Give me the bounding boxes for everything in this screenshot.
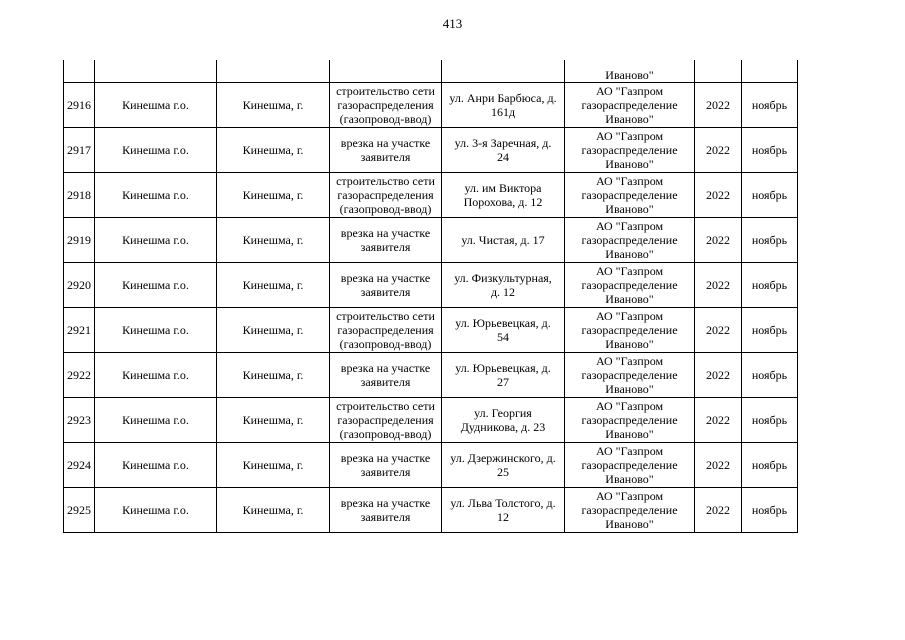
cell-year [695, 488, 742, 533]
contractor-line: АО "Газпром [595, 264, 664, 278]
work-type-line: строительство сети [336, 399, 435, 413]
table-row [64, 398, 798, 443]
address-line: ул. Дзержинского, д. [450, 451, 556, 465]
work-type-line: газораспределения [337, 188, 434, 202]
district-name: Кинешма г.о. [122, 413, 189, 427]
work-type-line: заявителя [360, 510, 411, 524]
row-number: 2921 [67, 323, 91, 337]
table-row [64, 263, 798, 308]
month-value: ноябрь [751, 458, 788, 472]
row-number: 2920 [67, 278, 91, 292]
cell-work [330, 353, 442, 398]
cell-month [742, 443, 798, 488]
year-value: 2022 [706, 323, 730, 337]
locality-name: Кинешма, г. [242, 368, 304, 382]
month-value: ноябрь [751, 98, 788, 112]
month-value: ноябрь [751, 143, 788, 157]
cell-work [330, 263, 442, 308]
contractor-line: Иваново" [605, 292, 654, 306]
work-type-line: газораспределения [337, 98, 434, 112]
cell-num [64, 173, 95, 218]
work-type-line: (газопровод-ввод) [339, 112, 432, 126]
cell-num [64, 83, 95, 128]
contractor-line: газораспределение [581, 188, 678, 202]
contractor-line: АО "Газпром [595, 219, 664, 233]
district-name: Кинешма г.о. [122, 188, 189, 202]
cell-month [742, 398, 798, 443]
cell-district [95, 128, 217, 173]
address-line: ул. Чистая, д. 17 [461, 233, 545, 247]
district-name: Кинешма г.о. [122, 278, 189, 292]
contractor-line: Иваново" [605, 202, 654, 216]
year-value: 2022 [706, 503, 730, 517]
address-line: ул. Георгия [474, 406, 532, 420]
contractor-line: газораспределение [581, 278, 678, 292]
cell-month [742, 60, 798, 83]
cell-year [695, 60, 742, 83]
cell-locality [217, 173, 330, 218]
cell-address [442, 218, 565, 263]
cell-num [64, 398, 95, 443]
cell-address [442, 83, 565, 128]
contractor-tail: Иваново" [605, 68, 654, 82]
table-body [64, 60, 798, 533]
address-line: 25 [497, 465, 509, 479]
year-value: 2022 [706, 368, 730, 382]
cell-contractor [565, 353, 695, 398]
district-name: Кинешма г.о. [122, 368, 189, 382]
month-value: ноябрь [751, 503, 788, 517]
contractor-line: АО "Газпром [595, 489, 664, 503]
cell-num [64, 128, 95, 173]
locality-name: Кинешма, г. [242, 188, 304, 202]
cell-district [95, 60, 217, 83]
contractor-line: газораспределение [581, 503, 678, 517]
cell-contractor [565, 128, 695, 173]
cell-num [64, 488, 95, 533]
cell-district [95, 443, 217, 488]
cell-locality [217, 353, 330, 398]
cell-locality [217, 308, 330, 353]
cell-contractor [565, 443, 695, 488]
cell-year [695, 263, 742, 308]
cell-month [742, 353, 798, 398]
page-number: 413 [442, 16, 463, 31]
address-line: 161д [490, 105, 516, 119]
cell-num [64, 218, 95, 263]
cell-month [742, 218, 798, 263]
year-value: 2022 [706, 98, 730, 112]
contractor-line: АО "Газпром [595, 174, 664, 188]
address-line: Порохова, д. 12 [463, 195, 543, 209]
cell-address [442, 443, 565, 488]
cell-year [695, 443, 742, 488]
cell-district [95, 173, 217, 218]
cell-num [64, 308, 95, 353]
work-type-line: газораспределения [337, 323, 434, 337]
cell-address [442, 308, 565, 353]
address-line: д. 12 [490, 285, 516, 299]
locality-name: Кинешма, г. [242, 413, 304, 427]
contractor-line: газораспределение [581, 233, 678, 247]
table-row [64, 128, 798, 173]
table-row [64, 353, 798, 398]
address-line: ул. Анри Барбюса, д. [449, 91, 557, 105]
cell-year [695, 398, 742, 443]
year-value: 2022 [706, 233, 730, 247]
row-number: 2917 [67, 143, 91, 157]
month-value: ноябрь [751, 413, 788, 427]
contractor-line: АО "Газпром [595, 129, 664, 143]
cell-address [442, 488, 565, 533]
work-type-line: врезка на участке [340, 361, 431, 375]
cell-year [695, 128, 742, 173]
cell-locality [217, 60, 330, 83]
cell-contractor [565, 488, 695, 533]
cell-month [742, 488, 798, 533]
contractor-line: АО "Газпром [595, 399, 664, 413]
locality-name: Кинешма, г. [242, 143, 304, 157]
locality-name: Кинешма, г. [242, 233, 304, 247]
continuation-row [64, 60, 798, 83]
locality-name: Кинешма, г. [242, 323, 304, 337]
cell-contractor [565, 173, 695, 218]
cell-address [442, 173, 565, 218]
cell-num [64, 443, 95, 488]
work-type-line: врезка на участке [340, 136, 431, 150]
contractor-line: Иваново" [605, 157, 654, 171]
row-number: 2924 [67, 458, 91, 472]
contractor-line: газораспределение [581, 143, 678, 157]
cell-num [64, 60, 95, 83]
table-row [64, 83, 798, 128]
year-value: 2022 [706, 188, 730, 202]
cell-work [330, 218, 442, 263]
row-number: 2919 [67, 233, 91, 247]
cell-year [695, 173, 742, 218]
row-number: 2923 [67, 413, 91, 427]
cell-work [330, 128, 442, 173]
locality-name: Кинешма, г. [242, 503, 304, 517]
work-type-line: заявителя [360, 150, 411, 164]
cell-locality [217, 218, 330, 263]
cell-year [695, 353, 742, 398]
cell-locality [217, 488, 330, 533]
address-line: 54 [497, 330, 509, 344]
cell-num [64, 353, 95, 398]
work-type-line: заявителя [360, 465, 411, 479]
cell-locality [217, 128, 330, 173]
cell-address [442, 398, 565, 443]
cell-locality [217, 443, 330, 488]
work-type-line: (газопровод-ввод) [339, 427, 432, 441]
address-line: ул. Физкультурная, [454, 271, 552, 285]
cell-month [742, 263, 798, 308]
address-line: 24 [497, 150, 509, 164]
table-row [64, 488, 798, 533]
contractor-line: Иваново" [605, 382, 654, 396]
work-type-line: (газопровод-ввод) [339, 337, 432, 351]
row-number: 2918 [67, 188, 91, 202]
contractor-line: Иваново" [605, 517, 654, 531]
cell-district [95, 488, 217, 533]
work-type-line: строительство сети [336, 174, 435, 188]
contractor-line: АО "Газпром [595, 309, 664, 323]
cell-month [742, 128, 798, 173]
cell-month [742, 83, 798, 128]
address-line: ул. Юрьевецкая, д. [455, 361, 551, 375]
cell-contractor [565, 218, 695, 263]
district-name: Кинешма г.о. [122, 503, 189, 517]
contractor-line: Иваново" [605, 337, 654, 351]
district-name: Кинешма г.о. [122, 98, 189, 112]
contractor-line: АО "Газпром [595, 84, 664, 98]
contractor-line: газораспределение [581, 458, 678, 472]
table-row [64, 443, 798, 488]
work-type-line: врезка на участке [340, 496, 431, 510]
cell-year [695, 218, 742, 263]
address-line: 27 [497, 375, 509, 389]
district-name: Кинешма г.о. [122, 233, 189, 247]
cell-address [442, 128, 565, 173]
month-value: ноябрь [751, 233, 788, 247]
cell-district [95, 263, 217, 308]
contractor-line: Иваново" [605, 112, 654, 126]
locality-name: Кинешма, г. [242, 278, 304, 292]
cell-work [330, 173, 442, 218]
work-type-line: газораспределения [337, 413, 434, 427]
contractor-line: АО "Газпром [595, 444, 664, 458]
cell-locality [217, 398, 330, 443]
cell-contractor [565, 398, 695, 443]
cell-contractor [565, 83, 695, 128]
work-type-line: строительство сети [336, 84, 435, 98]
cell-district [95, 308, 217, 353]
cell-contractor [565, 263, 695, 308]
address-line: ул. им Виктора [464, 181, 542, 195]
work-type-line: заявителя [360, 285, 411, 299]
cell-address [442, 263, 565, 308]
work-type-line: (газопровод-ввод) [339, 202, 432, 216]
address-line: 12 [497, 510, 509, 524]
cell-contractor [565, 308, 695, 353]
cell-contractor [565, 60, 695, 83]
work-type-line: заявителя [360, 240, 411, 254]
year-value: 2022 [706, 143, 730, 157]
contractor-line: газораспределение [581, 413, 678, 427]
table-row [64, 173, 798, 218]
cell-month [742, 308, 798, 353]
district-name: Кинешма г.о. [122, 143, 189, 157]
address-line: Дудникова, д. 23 [460, 420, 546, 434]
cell-work [330, 398, 442, 443]
table-row [64, 308, 798, 353]
cell-year [695, 308, 742, 353]
cell-work [330, 308, 442, 353]
contractor-line: газораспределение [581, 368, 678, 382]
district-name: Кинешма г.о. [122, 458, 189, 472]
cell-locality [217, 263, 330, 308]
cell-district [95, 398, 217, 443]
cell-work [330, 488, 442, 533]
month-value: ноябрь [751, 368, 788, 382]
cell-num [64, 263, 95, 308]
year-value: 2022 [706, 458, 730, 472]
month-value: ноябрь [751, 188, 788, 202]
contractor-line: Иваново" [605, 427, 654, 441]
month-value: ноябрь [751, 323, 788, 337]
cell-address [442, 353, 565, 398]
cell-locality [217, 83, 330, 128]
cell-month [742, 173, 798, 218]
contractor-line: Иваново" [605, 472, 654, 486]
work-type-line: заявителя [360, 375, 411, 389]
row-number: 2922 [67, 368, 91, 382]
cell-work [330, 60, 442, 83]
month-value: ноябрь [751, 278, 788, 292]
locality-name: Кинешма, г. [242, 98, 304, 112]
cell-work [330, 443, 442, 488]
address-line: ул. Льва Толстого, д. [450, 496, 556, 510]
cell-address [442, 60, 565, 83]
work-type-line: врезка на участке [340, 226, 431, 240]
year-value: 2022 [706, 413, 730, 427]
work-type-line: строительство сети [336, 309, 435, 323]
address-line: ул. Юрьевецкая, д. [455, 316, 551, 330]
year-value: 2022 [706, 278, 730, 292]
cell-district [95, 218, 217, 263]
work-type-line: врезка на участке [340, 451, 431, 465]
contractor-line: АО "Газпром [595, 354, 664, 368]
address-line: ул. 3-я Заречная, д. [454, 136, 552, 150]
contractor-line: Иваново" [605, 247, 654, 261]
locality-name: Кинешма, г. [242, 458, 304, 472]
district-name: Кинешма г.о. [122, 323, 189, 337]
work-type-line: врезка на участке [340, 271, 431, 285]
cell-year [695, 83, 742, 128]
row-number: 2925 [67, 503, 91, 517]
table-row [64, 218, 798, 263]
cell-district [95, 83, 217, 128]
contractor-line: газораспределение [581, 323, 678, 337]
contractor-line: газораспределение [581, 98, 678, 112]
row-number: 2916 [67, 98, 91, 112]
gas-connection-table [63, 60, 798, 533]
cell-district [95, 353, 217, 398]
cell-work [330, 83, 442, 128]
